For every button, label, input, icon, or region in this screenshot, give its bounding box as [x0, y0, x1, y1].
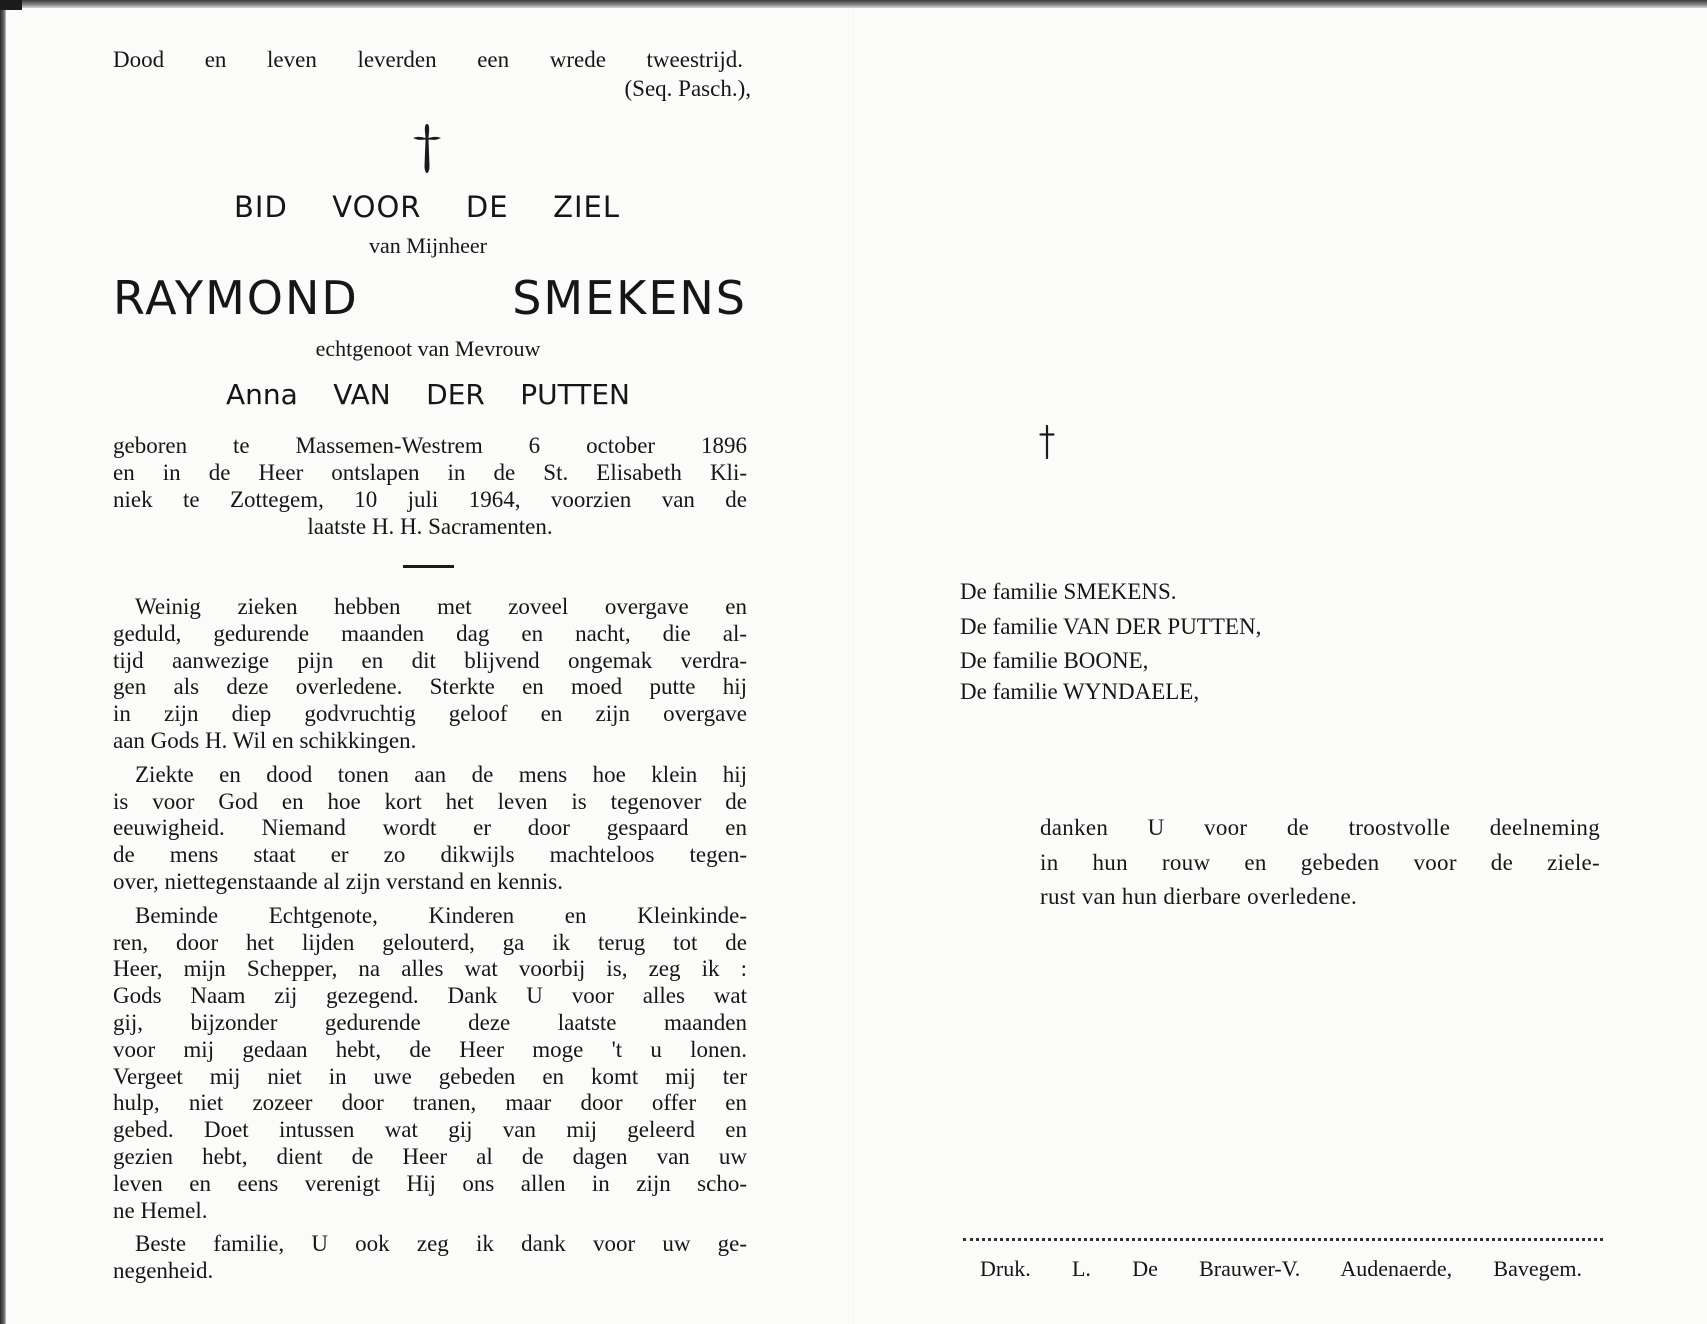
paragraph-line: eeuwigheid. Niemand wordt er door gespaard en: [113, 815, 747, 840]
bio-line: en in de Heer ontslapen in de St. Elisabeth Kli-: [113, 460, 747, 485]
latin-cross-icon: [410, 122, 444, 174]
paragraph-line: voor mij gedaan hebt, de Heer moge 't u lonen.: [113, 1037, 747, 1062]
paragraph-line: Weinig zieken hebben met zoveel overgave en: [135, 594, 747, 619]
motto: Dood en leven leverden een wrede tweestrijd.: [113, 47, 743, 72]
honorific: van Mijnheer: [369, 233, 487, 258]
paragraph-line: aan Gods H. Wil en schikkingen.: [113, 728, 417, 753]
family-line: De familie SMEKENS.: [960, 579, 1177, 604]
printer-credit: Druk. L. De Brauwer-V. Audenaerde, Bavegem.: [980, 1256, 1582, 1281]
paragraph-line: geduld, gedurende maanden dag en nacht, die al-: [113, 621, 747, 646]
paragraph-line: gen als deze overledene. Sterkte en moed putte hij: [113, 674, 747, 699]
scan-corner: [0, 0, 22, 10]
paragraph-line: Beminde Echtgenote, Kinderen en Kleinkinde-: [135, 903, 747, 928]
dotted-rule: [963, 1238, 1603, 1241]
paragraph-line: Vergeet mij niet in uwe gebeden en komt mij ter: [113, 1064, 747, 1089]
thanks-line: rust van hun dierbare overledene.: [1040, 884, 1358, 909]
paragraph-line: Gods Naam zij gezegend. Dank U voor alles wat: [113, 983, 747, 1008]
paragraph-line: Heer, mijn Schepper, na alles wat voorbij is, zeg ik :: [113, 956, 747, 981]
scan-edge-top: [0, 0, 1707, 8]
bio-line: laatste H. H. Sacramenten.: [307, 514, 553, 539]
paragraph-line: gezien hebt, dient de Heer al de dagen van uw: [113, 1144, 747, 1169]
family-line: De familie BOONE,: [960, 648, 1149, 673]
paragraph-line: is voor God en hoe kort het leven is tegenover de: [113, 789, 747, 814]
paragraph-line: tijd aanwezige pijn en dit blijvend ongemak verdra-: [113, 648, 747, 673]
paragraph-line: ne Hemel.: [113, 1198, 208, 1223]
paragraph-line: hulp, niet zozeer door tranen, maar door offer en: [113, 1090, 747, 1115]
deceased-name: RAYMOND SMEKENS: [113, 271, 747, 325]
paragraph-line: Ziekte en dood tonen aan de mens hoe klein hij: [135, 762, 747, 787]
spouse-intro: echtgenoot van Mevrouw: [315, 336, 541, 361]
paragraph-line: in zijn diep godvruchtig geloof en zijn overgave: [113, 701, 747, 726]
paragraph-line: leven en eens verenigt Hij ons allen in zijn scho-: [113, 1171, 747, 1196]
heading: BID VOOR DE ZIEL: [234, 190, 620, 224]
card-fold: [853, 8, 854, 1324]
bio-line: niek te Zottegem, 10 juli 1964, voorzien van de: [113, 487, 747, 512]
paragraph-line: ren, door het lijden gelouterd, ga ik terug tot de: [113, 930, 747, 955]
paragraph-line: over, niettegenstaande al zijn verstand en kennis.: [113, 869, 563, 894]
paragraph-line: Beste familie, U ook zeg ik dank voor uw ge-: [135, 1231, 747, 1256]
paragraph-line: de mens staat er zo dikwijls machteloos tegen-: [113, 842, 747, 867]
spouse-name: Anna VAN DER PUTTEN: [226, 378, 630, 411]
section-divider: [403, 565, 454, 568]
family-line: De familie WYNDAELE,: [960, 679, 1200, 704]
paragraph-line: gebed. Doet intussen wat gij van mij geleerd en: [113, 1117, 747, 1142]
scan-edge-left: [0, 0, 6, 1324]
latin-cross-icon: [1038, 425, 1056, 459]
paragraph-line: gij, bijzonder gedurende deze laatste maanden: [113, 1010, 747, 1035]
thanks-line: danken U voor de troostvolle deelneming: [1040, 815, 1600, 840]
motto-source: (Seq. Pasch.),: [624, 76, 751, 101]
paragraph-line: negenheid.: [113, 1258, 214, 1283]
thanks-line: in hun rouw en gebeden voor de ziele-: [1040, 850, 1600, 875]
family-line: De familie VAN DER PUTTEN,: [960, 614, 1262, 639]
bio-line: geboren te Massemen-Westrem 6 october 1896: [113, 433, 747, 458]
